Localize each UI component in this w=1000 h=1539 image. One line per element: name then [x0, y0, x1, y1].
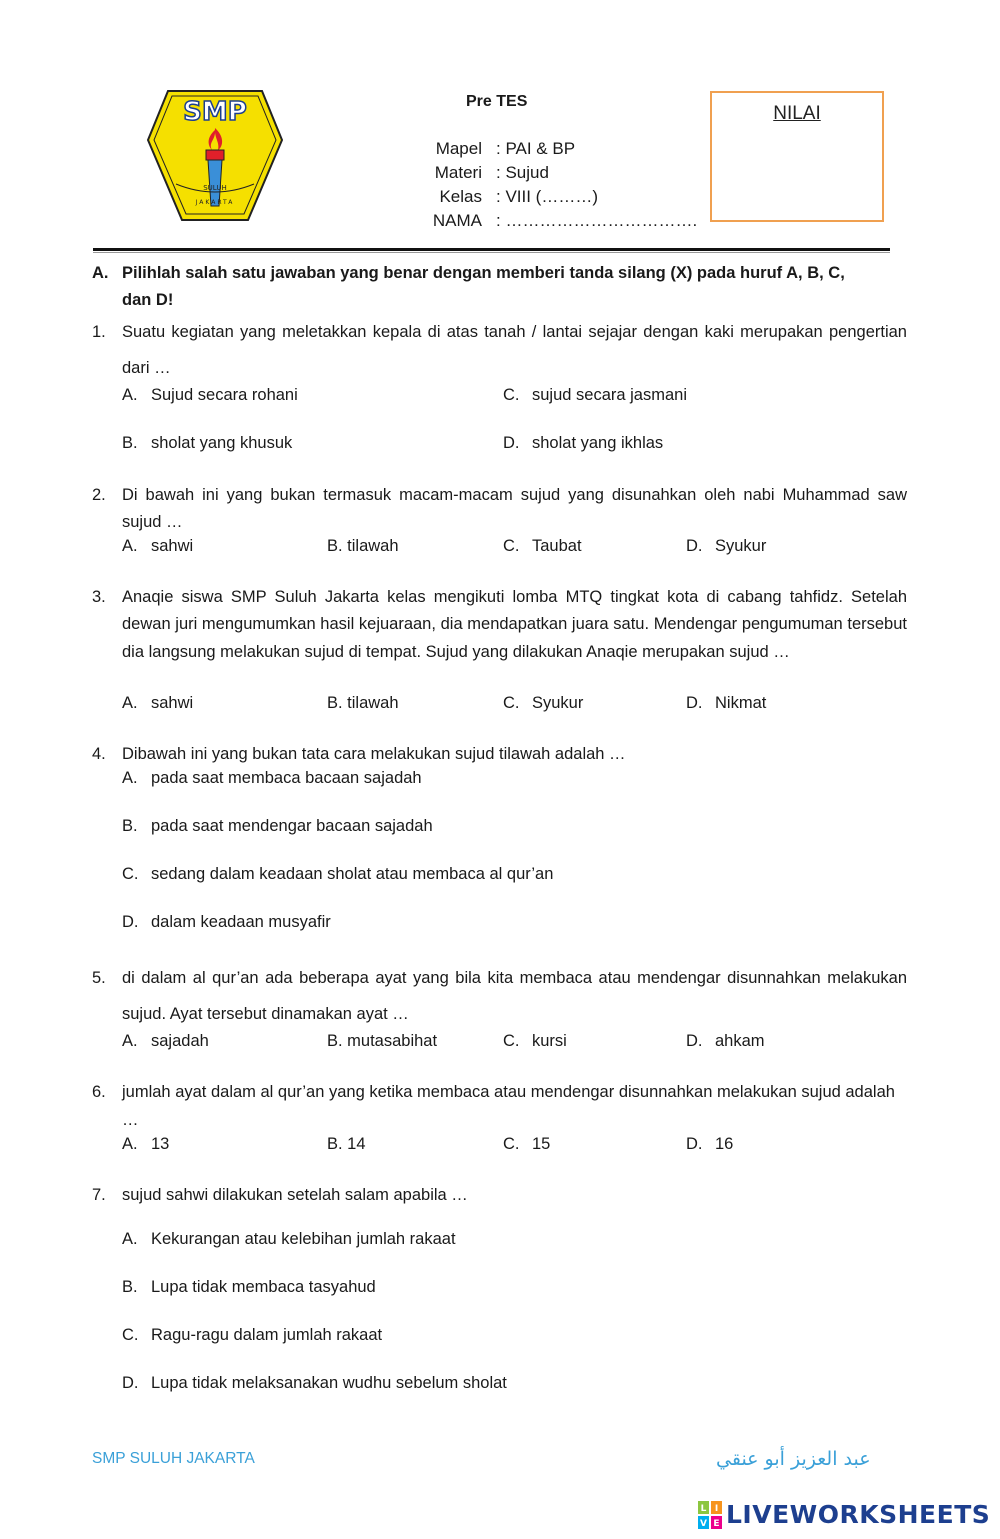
section-number: A.	[92, 264, 109, 282]
question-5	[92, 960, 907, 1032]
option-4d[interactable]: D. dalam keadaan musyafir	[122, 913, 331, 931]
svg-text:E: E	[713, 1518, 720, 1529]
question-text: jumlah ayat dalam al qur’an yang ketika membaca atau mendengar disunnahkan melakukan sujud adalah …	[122, 1083, 895, 1129]
question-number: 1.	[92, 323, 106, 341]
liveworksheets-brand[interactable]	[698, 1500, 990, 1529]
option-5a[interactable]: A. sajadah	[122, 1032, 209, 1050]
option-7b[interactable]: B. Lupa tidak membaca tasyahud	[122, 1278, 376, 1296]
question-7	[92, 1182, 907, 1209]
logo-ribbon: SULUH	[203, 184, 227, 192]
footer-author: عبد العزيز أبو عنقي	[716, 1448, 871, 1470]
info-value: : …………………………….	[496, 211, 698, 230]
student-info	[420, 137, 697, 233]
question-text: Di bawah ini yang bukan termasuk macam-macam sujud yang disunahkan oleh nabi Muhammad saw sujud …	[122, 486, 907, 531]
question-4	[92, 741, 907, 768]
question-text: Dibawah ini yang bukan tata cara melakukan sujud tilawah adalah …	[122, 745, 626, 763]
option-3c[interactable]: C. Syukur	[503, 694, 584, 712]
option-2c[interactable]: C. Taubat	[503, 537, 582, 555]
header-divider	[93, 248, 890, 251]
header-divider-thin	[93, 252, 890, 253]
option-7d[interactable]: D. Lupa tidak melaksanakan wudhu sebelum sholat	[122, 1374, 507, 1392]
question-number: 5.	[92, 969, 106, 987]
option-4c[interactable]: C. sedang dalam keadaan sholat atau membaca al qur’an	[122, 865, 554, 883]
option-5c[interactable]: C. kursi	[503, 1032, 567, 1050]
option-1a[interactable]: A. Sujud secara rohani	[122, 386, 298, 404]
question-6	[92, 1079, 907, 1134]
info-label: Mapel	[435, 139, 482, 158]
question-2	[92, 482, 907, 536]
option-7c[interactable]: C. Ragu-ragu dalam jumlah rakaat	[122, 1326, 383, 1344]
option-5d[interactable]: D. ahkam	[686, 1032, 765, 1050]
option-6b[interactable]: B. 14	[327, 1135, 366, 1153]
question-number: 2.	[92, 486, 106, 504]
info-value: : Sujud	[496, 163, 549, 182]
logo-text: SMP	[183, 97, 247, 127]
option-5b[interactable]: B. mutasabihat	[327, 1032, 438, 1050]
info-value: : PAI & BP	[496, 139, 576, 158]
info-value: : VIII (………)	[496, 187, 598, 206]
page-title: Pre TES	[466, 93, 528, 110]
school-logo	[146, 88, 284, 222]
option-1c[interactable]: C. sujud secara jasmani	[503, 386, 687, 404]
question-text: Suatu kegiatan yang meletakkan kepala di atas tanah / lantai sejajar dengan kaki merupakan pengertian dari …	[122, 323, 907, 377]
option-3a[interactable]: A. sahwi	[122, 694, 194, 712]
option-7a[interactable]: A. Kekurangan atau kelebihan jumlah rakaat	[122, 1230, 456, 1248]
question-1	[92, 314, 907, 386]
question-number: 4.	[92, 745, 106, 763]
option-2a[interactable]: A. sahwi	[122, 537, 194, 555]
question-number: 7.	[92, 1186, 106, 1204]
score-box[interactable]	[710, 91, 884, 222]
score-label: NILAI	[773, 103, 821, 124]
section-instruction	[92, 260, 902, 314]
option-3d[interactable]: D. Nikmat	[686, 694, 767, 712]
option-6c[interactable]: C. 15	[503, 1135, 551, 1153]
svg-text:L: L	[700, 1503, 707, 1514]
liveworksheets-icon	[698, 1501, 722, 1529]
question-text: sujud sahwi dilakukan setelah salam apabila …	[122, 1186, 468, 1204]
option-4b[interactable]: B. pada saat mendengar bacaan sajadah	[122, 817, 433, 835]
info-label: Kelas	[439, 187, 482, 206]
instruction-line: dan D!	[122, 291, 174, 309]
question-text: di dalam al qur’an ada beberapa ayat yang bila kita membaca atau mendengar disunnahkan melakukan sujud. Ayat tersebut dinamakan ayat …	[122, 969, 907, 1023]
logo-city: JAKARTA	[195, 199, 235, 206]
info-label: Materi	[434, 163, 482, 182]
option-2d[interactable]: D. Syukur	[686, 537, 767, 555]
option-6a[interactable]: A. 13	[122, 1135, 170, 1153]
instruction-line: Pilihlah salah satu jawaban yang benar dengan memberi tanda silang (X) pada huruf A, B, C,	[122, 264, 845, 282]
option-3b[interactable]: B. tilawah	[327, 694, 399, 712]
info-label: NAMA	[432, 211, 482, 230]
brand-name: LIVEWORKSHEETS	[726, 1500, 991, 1529]
option-1b[interactable]: B. sholat yang khusuk	[122, 434, 293, 452]
question-number: 6.	[92, 1083, 106, 1101]
svg-text:I: I	[714, 1503, 719, 1514]
question-number: 3.	[92, 588, 106, 606]
option-2b[interactable]: B. tilawah	[327, 537, 399, 555]
footer-school: SMP SULUH JAKARTA	[92, 1450, 255, 1467]
option-1d[interactable]: D. sholat yang ikhlas	[503, 434, 664, 452]
question-text: Anaqie siswa SMP Suluh Jakarta kelas mengikuti lomba MTQ tingkat kota di cabang tahfidz. Setelah dewan juri mengumumkan hasil kejuaraan, dia mendapatkan juara satu. Mendengar pengumuman tersebut dia langsung melakukan sujud di tempat. Sujud yang dilakukan Anaqie merupakan sujud …	[122, 588, 907, 661]
option-4a[interactable]: A. pada saat membaca bacaan sajadah	[122, 769, 422, 787]
question-3	[92, 584, 907, 666]
option-6d[interactable]: D. 16	[686, 1135, 734, 1153]
svg-text:V: V	[700, 1518, 707, 1529]
